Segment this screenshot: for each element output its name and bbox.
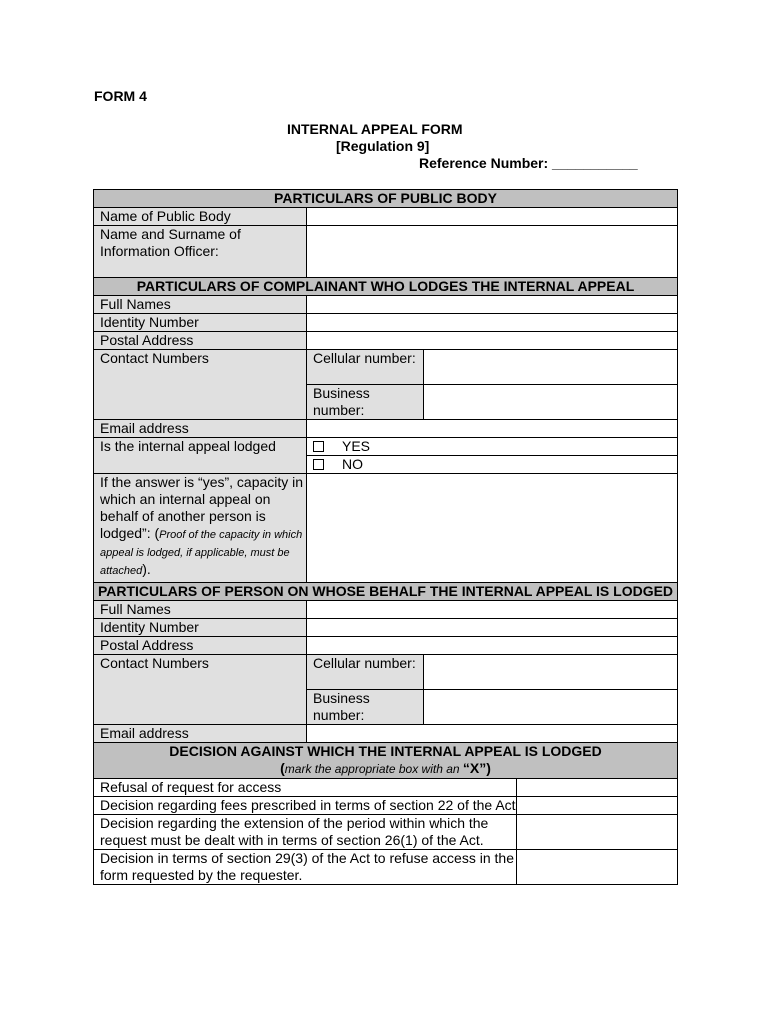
- decision-item-extension: Decision regarding the extension of the period within which the request must be dealt with in terms of section 26(1) of the Act.: [94, 815, 517, 850]
- capacity-text: If the answer is “yes”, capacity in which an internal appeal on behalf of another person is lodged”: (: [100, 474, 304, 541]
- decision-item-refusal: Refusal of request for access: [94, 779, 517, 797]
- complainant-contact-label: Contact Numbers: [94, 350, 307, 420]
- decision-item-form-refusal: Decision in terms of section 29(3) of the Act to refuse access in the form requested by the requester.: [94, 850, 517, 885]
- behalf-business-label: Business number:: [307, 690, 424, 725]
- yes-label: YES: [342, 438, 371, 454]
- behalf-postal-label: Postal Address: [94, 637, 307, 655]
- public-body-name-label: Name of Public Body: [94, 208, 307, 226]
- complainant-cellular-field[interactable]: [424, 350, 678, 385]
- form-title: INTERNAL APPEAL FORM: [287, 121, 463, 137]
- complainant-postal-field[interactable]: [307, 332, 678, 350]
- complainant-identity-field[interactable]: [307, 314, 678, 332]
- behalf-full-names-label: Full Names: [94, 601, 307, 619]
- no-option[interactable]: [307, 456, 678, 474]
- reference-number: Reference Number: ___________: [419, 155, 638, 171]
- decision-box-form-refusal[interactable]: [517, 850, 678, 885]
- behalf-cellular-field[interactable]: [424, 655, 678, 690]
- appeal-lodged-label: Is the internal appeal lodged: [94, 438, 307, 474]
- decision-item-fees: Decision regarding fees prescribed in terms of section 22 of the Act: [94, 797, 517, 815]
- complainant-identity-label: Identity Number: [94, 314, 307, 332]
- yes-checkbox[interactable]: [313, 441, 324, 452]
- behalf-email-label: Email address: [94, 725, 307, 743]
- behalf-full-names-field[interactable]: [307, 601, 678, 619]
- behalf-postal-field[interactable]: [307, 637, 678, 655]
- section-behalf: PARTICULARS OF PERSON ON WHOSE BEHALF THE INTERNAL APPEAL IS LODGED: [94, 583, 678, 601]
- capacity-field[interactable]: [307, 474, 678, 583]
- complainant-postal-label: Postal Address: [94, 332, 307, 350]
- capacity-end: ).: [142, 561, 151, 577]
- decision-box-extension[interactable]: [517, 815, 678, 850]
- complainant-full-names-label: Full Names: [94, 296, 307, 314]
- information-officer-field[interactable]: [307, 226, 678, 278]
- section-public-body: PARTICULARS OF PUBLIC BODY: [94, 190, 678, 208]
- behalf-contact-label: Contact Numbers: [94, 655, 307, 725]
- decision-box-fees[interactable]: [517, 797, 678, 815]
- regulation-label: [Regulation 9]: [336, 138, 430, 154]
- section-decision: [94, 743, 678, 779]
- no-checkbox[interactable]: [313, 459, 324, 470]
- information-officer-label: Name and Surname of Information Officer:: [94, 226, 307, 278]
- capacity-note: Proof of the capacity in which appeal is lodged, if applicable, must be attached: [100, 529, 303, 577]
- form-number: FORM 4: [94, 88, 147, 104]
- complainant-business-field[interactable]: [424, 385, 678, 420]
- appeal-form-table: [93, 189, 678, 885]
- decision-box-refusal[interactable]: [517, 779, 678, 797]
- decision-heading: DECISION AGAINST WHICH THE INTERNAL APPEAL IS LODGED: [169, 743, 602, 759]
- complainant-business-label: Business number:: [307, 385, 424, 420]
- complainant-full-names-field[interactable]: [307, 296, 678, 314]
- section-complainant: PARTICULARS OF COMPLAINANT WHO LODGES THE INTERNAL APPEAL: [94, 278, 678, 296]
- yes-option[interactable]: [307, 438, 678, 456]
- behalf-email-field[interactable]: [307, 725, 678, 743]
- behalf-identity-field[interactable]: [307, 619, 678, 637]
- no-label: NO: [342, 456, 363, 472]
- complainant-email-field[interactable]: [307, 420, 678, 438]
- behalf-business-field[interactable]: [424, 690, 678, 725]
- capacity-label: [94, 474, 307, 583]
- decision-instruction: (mark the appropriate box with an “X”): [280, 760, 491, 776]
- complainant-email-label: Email address: [94, 420, 307, 438]
- complainant-cellular-label: Cellular number:: [307, 350, 424, 385]
- public-body-name-field[interactable]: [307, 208, 678, 226]
- behalf-identity-label: Identity Number: [94, 619, 307, 637]
- behalf-cellular-label: Cellular number:: [307, 655, 424, 690]
